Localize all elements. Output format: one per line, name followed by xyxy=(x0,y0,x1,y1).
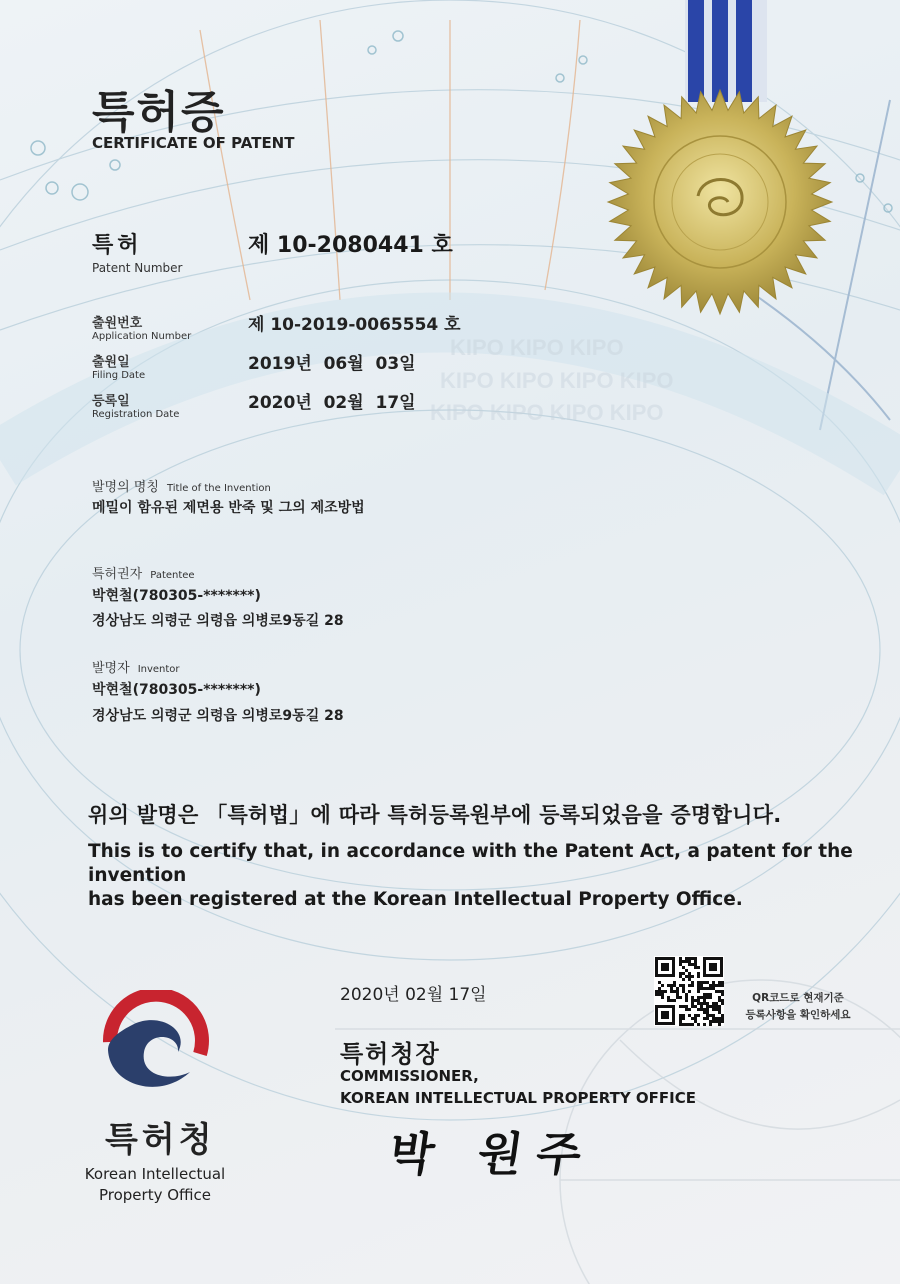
certification-statement-en-line2: has been registered at the Korean Intellectual Property Office. xyxy=(88,889,743,910)
inventor-label-ko: 발명자 xyxy=(92,661,130,676)
certificate-title: 특허증 xyxy=(92,87,226,138)
certification-statement-ko: 위의 발명은 「특허법」에 따라 특허등록원부에 등록되었음을 증명합니다. xyxy=(88,803,782,827)
patent-number-label: 특허 xyxy=(92,233,143,258)
qr-note-line1: QR코드로 현재기준 xyxy=(752,992,844,1004)
invention-title-label-en: Title of the Invention xyxy=(166,483,271,494)
issue-date: 2020년 02월 17일 xyxy=(340,985,487,1005)
commissioner-title-en-line2: KOREAN INTELLECTUAL PROPERTY OFFICE xyxy=(340,1089,697,1107)
qr-note xyxy=(728,990,868,1024)
inventor-label xyxy=(92,657,180,676)
svg-text:KIPO KIPO KIPO KIPO: KIPO KIPO KIPO KIPO xyxy=(440,368,674,393)
certification-statement-en xyxy=(88,840,868,912)
patentee-label xyxy=(92,563,195,582)
filing-date-label-en: Filing Date xyxy=(92,370,146,381)
filing-date-label: 출원일 xyxy=(92,355,130,370)
registration-date-label: 등록일 xyxy=(92,394,130,409)
invention-title-label-ko: 발명의 명칭 xyxy=(92,480,159,495)
commissioner-signature: 박 원주 xyxy=(385,1127,599,1181)
inventor-name: 박현철(780305-*******) xyxy=(92,682,261,698)
inventor-label-en: Inventor xyxy=(137,664,180,675)
inventor-address: 경상남도 의령군 의령읍 의병로9동길 28 xyxy=(92,708,344,724)
ribbon xyxy=(685,0,767,102)
svg-text:KIPO KIPO KIPO KIPO: KIPO KIPO KIPO KIPO xyxy=(430,400,664,425)
application-number-label: 출원번호 xyxy=(92,316,143,331)
registration-date-value: 2020년 02월 17일 xyxy=(248,393,416,413)
patent-number-value: 제 10-2080441 호 xyxy=(248,233,453,258)
qr-note-line2: 등록사항을 확인하세요 xyxy=(745,1009,851,1021)
office-name-ko: 특허청 xyxy=(105,1120,216,1160)
office-name-en-line1: Korean Intellectual xyxy=(84,1165,226,1183)
commissioner-title-en-line1: COMMISSIONER, xyxy=(340,1067,479,1085)
office-name-en-line2: Property Office xyxy=(98,1186,212,1204)
qr-code-icon[interactable] xyxy=(654,956,724,1026)
patentee-label-en: Patentee xyxy=(150,570,195,581)
patentee-label-ko: 특허권자 xyxy=(92,567,143,582)
gold-seal-icon xyxy=(608,90,832,314)
application-number-value: 제 10-2019-0065554 호 xyxy=(248,315,461,335)
certificate-title-en: CERTIFICATE OF PATENT xyxy=(92,134,295,152)
patentee-address: 경상남도 의령군 의령읍 의병로9동길 28 xyxy=(92,613,344,629)
invention-title-label xyxy=(92,476,271,495)
invention-title-value: 메밀이 함유된 제면용 반죽 및 그의 제조방법 xyxy=(92,500,365,516)
commissioner-title-ko: 특허청장 xyxy=(340,1040,441,1068)
patentee-name: 박현철(780305-*******) xyxy=(92,588,261,604)
kipo-emblem-icon xyxy=(100,990,212,1094)
svg-text:KIPO KIPO KIPO: KIPO KIPO KIPO xyxy=(450,335,624,360)
certification-statement-en-line1: This is to certify that, in accordance with the Patent Act, a patent for the invention xyxy=(88,841,853,886)
filing-date-value: 2019년 06월 03일 xyxy=(248,354,416,374)
registration-date-label-en: Registration Date xyxy=(92,409,180,420)
application-number-label-en: Application Number xyxy=(92,331,192,342)
patent-number-label-en: Patent Number xyxy=(92,261,183,275)
